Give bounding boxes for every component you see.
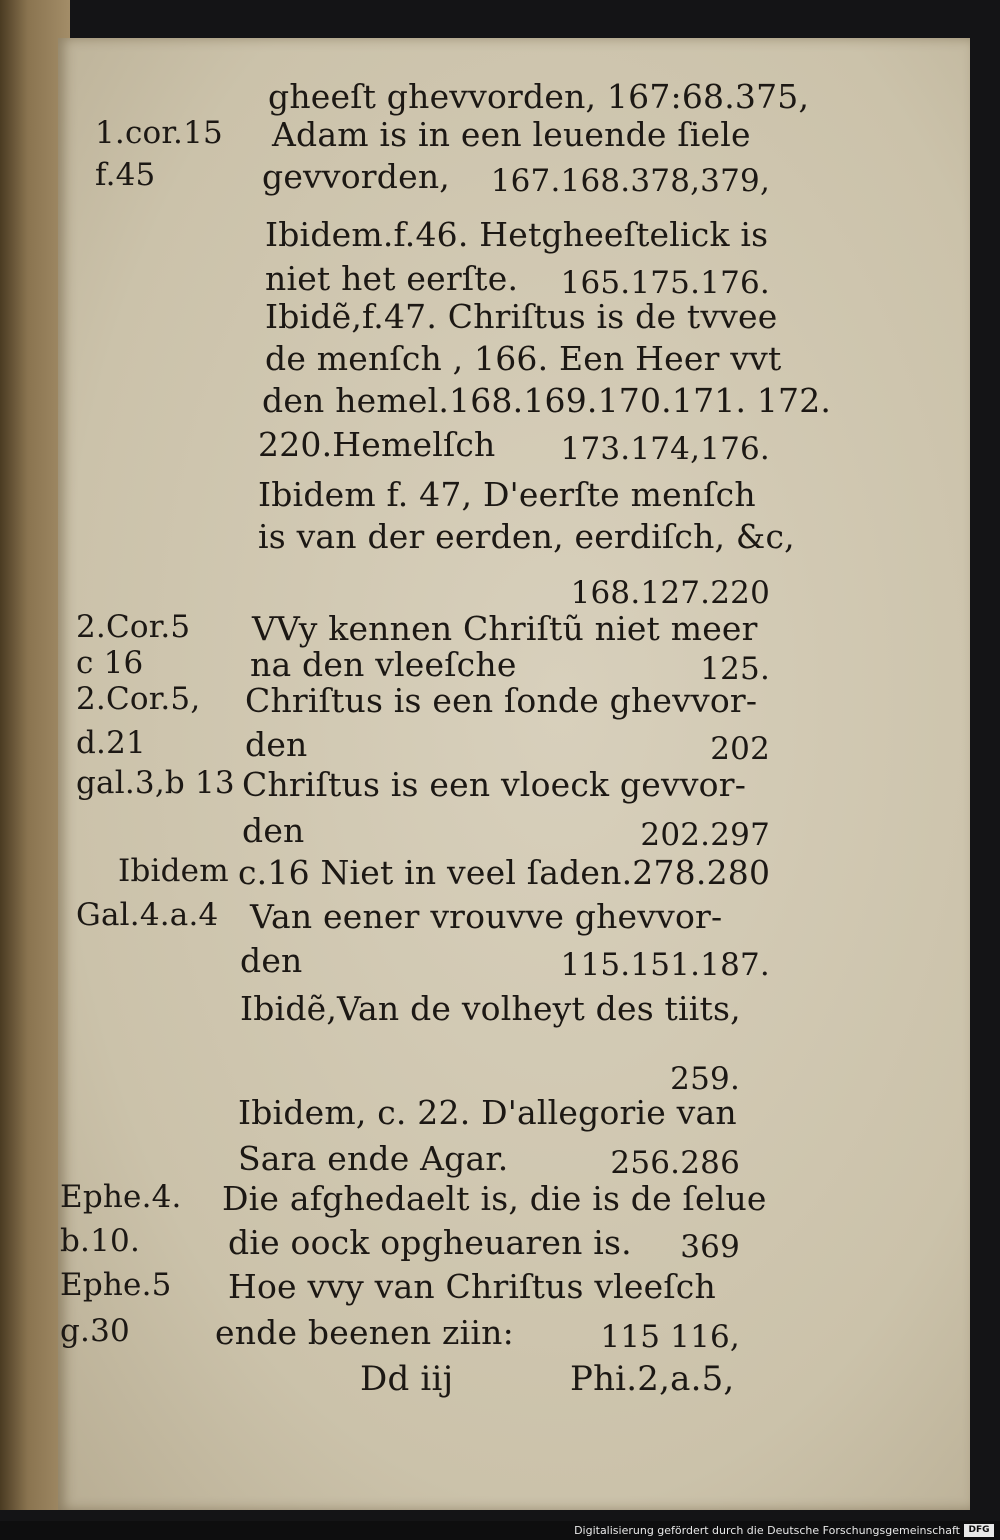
dfg-logo: DFG	[964, 1524, 994, 1537]
entry-text: den	[240, 941, 303, 980]
page-references: 115 116,	[600, 1319, 740, 1355]
entry-text: Sara ende Agar.	[238, 1139, 509, 1178]
page-references: 115.151.187.	[560, 947, 770, 983]
margin-reference: 2.Cor.5,	[76, 681, 201, 717]
signature-mark: Dd iij	[360, 1359, 454, 1399]
entry-text: de menſch , 166. Een Heer vvt	[265, 339, 782, 378]
margin-reference: b.10.	[60, 1223, 140, 1259]
margin-reference: gal.3,b 13	[76, 765, 235, 801]
entry-text: den	[242, 811, 305, 850]
entry-text: c.16 Niet in veel ſaden.278.280	[238, 853, 771, 892]
entry-text: Die afghedaelt is, die is de ſelue	[222, 1179, 767, 1218]
entry-text: Chriſtus is een vloeck gevvor-	[242, 765, 747, 804]
funding-credit: Digitalisierung gefördert durch die Deutsche Forschungsgemeinschaft	[574, 1524, 960, 1537]
margin-reference: Ephe.4.	[60, 1179, 182, 1215]
entry-text: den	[245, 725, 308, 764]
catchword: Phi.2,a.5,	[570, 1359, 735, 1399]
page-references: 168.127.220	[570, 575, 770, 611]
margin-reference: Gal.4.a.4	[76, 897, 219, 933]
entry-text: den hemel.168.169.170.171. 172.	[262, 381, 832, 420]
entry-text: na den vleeſche	[250, 645, 517, 684]
margin-reference: 2.Cor.5	[76, 609, 191, 645]
page-references: 202	[710, 731, 770, 767]
page-references: 202.297	[640, 817, 770, 853]
entry-text: Ibidem, c. 22. D'allegorie van	[238, 1093, 737, 1132]
entry-text: Ibidẽ,Van de volheyt des tiits,	[240, 989, 741, 1028]
margin-reference: Ephe.5	[60, 1267, 172, 1303]
margin-reference: d.21	[76, 725, 146, 761]
page-references: 167.168.378,379,	[490, 163, 770, 199]
margin-reference: g.30	[60, 1313, 130, 1349]
entry-text: Ibidem.f.46. Hetgheeſtelick is	[265, 215, 769, 254]
entry-text: Ibidẽ,f.47. Chriſtus is de tvvee	[265, 297, 778, 336]
footer-bar	[0, 1521, 1000, 1540]
entry-text: Van eener vrouvve ghevvor-	[250, 897, 723, 936]
entry-text: is van der eerden, eerdiſch, &c,	[258, 517, 795, 556]
entry-text: die oock opgheuaren is.	[228, 1223, 632, 1262]
entry-text: Adam is in een leuende ſiele	[272, 115, 751, 154]
entry-text: Ibidem f. 47, D'eerſte menſch	[258, 475, 756, 514]
margin-reference: Ibidem	[118, 853, 229, 889]
page-references: 369	[680, 1229, 740, 1265]
entry-text: Chriſtus is een ſonde ghevvor-	[245, 681, 758, 720]
entry-text: ende beenen ziin:	[215, 1313, 514, 1352]
page-references: 173.174,176.	[560, 431, 770, 467]
entry-text: gheeſt ghevvorden, 167:68.375,	[268, 77, 810, 116]
entry-text: gevvorden,	[262, 157, 450, 196]
entry-text: 220.Hemelſch	[258, 425, 496, 464]
entry-text: niet het eerſte.	[265, 259, 519, 298]
page-references: 125.	[700, 651, 770, 687]
margin-reference: c 16	[76, 645, 144, 681]
margin-reference: 1.cor.15	[95, 115, 223, 151]
page-references: 259.	[670, 1061, 740, 1097]
margin-reference: f.45	[95, 157, 156, 193]
entry-text: VVy kennen Chriſtũ niet meer	[252, 609, 758, 648]
entry-text: Hoe vvy van Chriſtus vleeſch	[228, 1267, 716, 1306]
page-references: 165.175.176.	[560, 265, 770, 301]
page-references: 256.286	[610, 1145, 740, 1181]
